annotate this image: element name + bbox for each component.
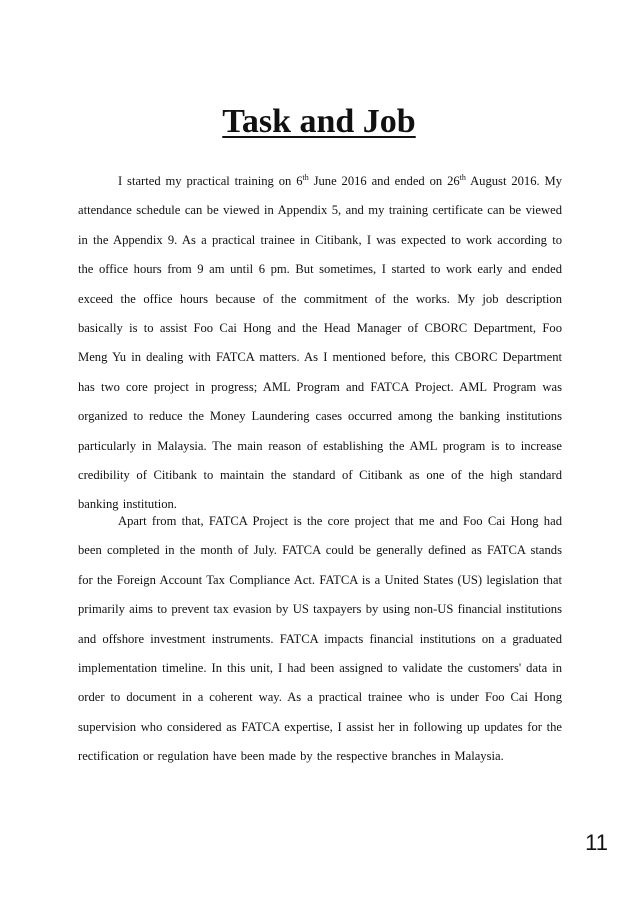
paragraph-fatca-project: Apart from that, FATCA Project is the core project that me and Foo Cai Hong had been completed in the month of July. FATCA could be generally defined as FATCA stands for the Foreign Account Tax Compliance Act. FATCA is a United States (US) legislation that primarily aims to prevent tax evasion by US taxpayers by using non-US financial institutions and offshore investment instruments. FATCA impacts financial institutions on a graduated implementation timeline. In this unit, I had been assigned to validate the customers' data in order to document in a coherent way. As a practical trainee who is under Foo Cai Hong supervision who considered as FATCA expertise, I assist her in following up updates for the rectification or regulation have been made by the respective branches in Malaysia. — [78, 514, 562, 764]
page-number: 11 — [585, 830, 608, 855]
paragraph-training-period: I started my practical training on 6th June 2016 and ended on 26th August 2016. My attendance schedule can be viewed in Appendix 5, and my training certificate can be viewed in the Appendix 9. As a practical trainee in Citibank, I was expected to work according to the office hours from 9 am until 6 pm. But sometimes, I started to work early and ended exceed the office hours because of the commitment of the works. My job description basically is to assist Foo Cai Hong and the Head Manager of CBORC Department, Foo Meng Yu in dealing with FATCA matters. As I mentioned before, this CBORC Department has two core project in progress; AML Program and FATCA Project. AML Program was organized to reduce the Money Laundering cases occurred among the banking institutions particularly in Malaysia. The main reason of establishing the AML program is to increase credibility of Citibank to maintain the standard of Citibank as one of the high standard banking institution. — [78, 172, 563, 512]
page-title: Task and Job — [222, 102, 416, 140]
